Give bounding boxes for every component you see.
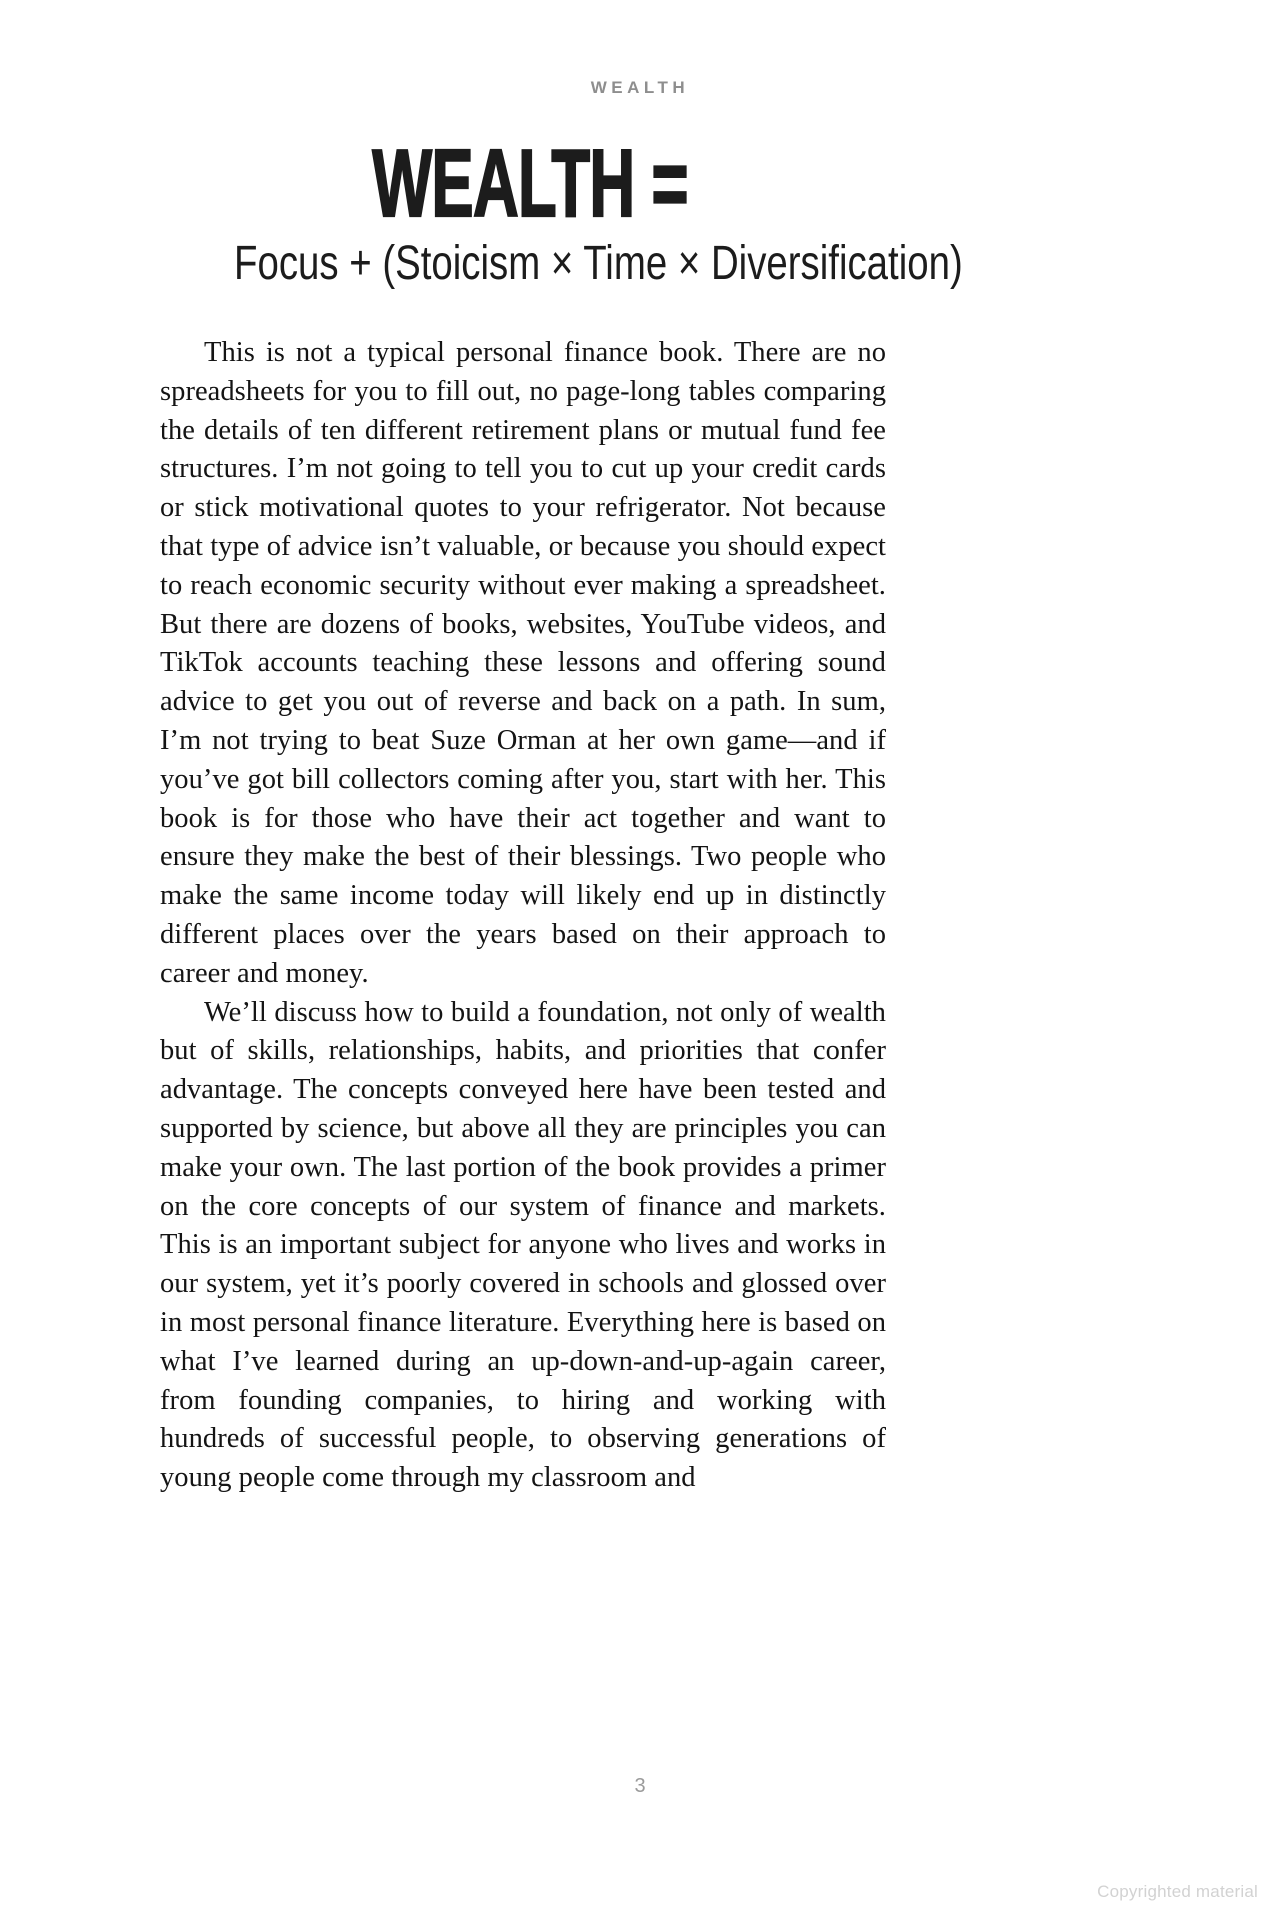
paragraph (160, 994, 886, 1498)
chapter-subtitle-formula: Focus + (Stoicism × Time × Diversification) (234, 237, 963, 291)
body-text-column (160, 334, 886, 1498)
copyright-watermark: Copyrighted material (1097, 1882, 1258, 1901)
chapter-display-title: WEALTH = (372, 130, 688, 237)
running-head: WEALTH (590, 78, 690, 97)
page-number: 3 (634, 1775, 646, 1797)
paragraph-text: This is not a typical personal finance book. There are no spreadsheets for you to fill out, no page-long tables comparing the details of ten different retirement plans or mutual fund fee structures. I’m not going to tell you to cut up your credit cards or stick motivational quotes to your refrigerator. Not because that type of advice isn’t valuable, or because you should expect to reach economic security without ever making a spreadsheet. But there are dozens of books, websites, YouTube videos, and TikTok accounts teaching these lessons and offering sound advice to get you out of reverse and back on a path. In sum, I’m not trying to beat Suze Orman at her own game—and if you’ve got bill collectors coming after you, start with her. This book is for those who have their act together and want to ensure they make the best of their blessings. Two people who make the same income today will likely end up in distinctly different places over the years based on their approach to career and money. (160, 337, 886, 989)
chapter-title-block (160, 130, 963, 291)
paragraph (160, 334, 886, 994)
paragraph-text: We’ll discuss how to build a foundation, not only of wealth but of skills, relationships, habits, and priorities that confer advantage. The concepts conveyed here have been tested and supported by science, but above all they are principles you can make your own. The last portion of the book provides a primer on the core concepts of our system of finance and markets. This is an important subject for anyone who lives and works in our system, yet it’s poorly covered in schools and glossed over in most personal finance literature. Everything here is based on what I’ve learned during an up-down-and-up-again career, from founding companies, to hiring and working with hundreds of successful people, to observing generations of young people come through my classroom and (160, 996, 886, 1494)
